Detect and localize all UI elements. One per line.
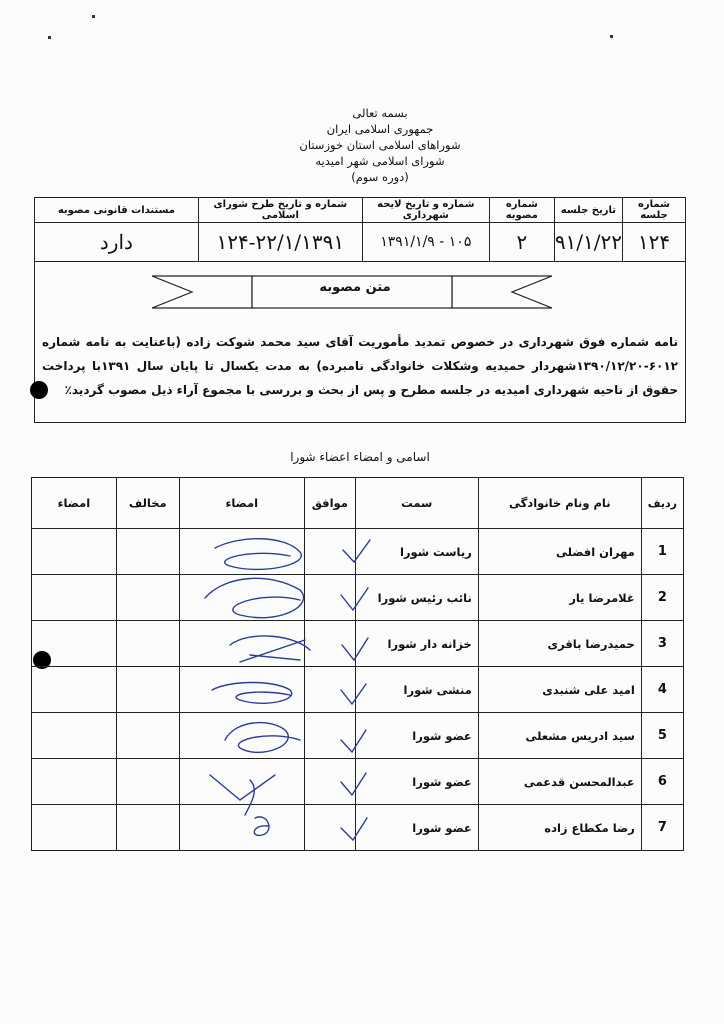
session-number-value: ۱۲۴ <box>623 223 686 262</box>
oppose-signature-cell <box>32 805 117 851</box>
member-row <box>32 575 684 621</box>
member-name: عبدالمحسن قدعمی <box>478 759 641 805</box>
resolution-number-value: ۲ <box>489 223 554 262</box>
approve-cell <box>304 805 355 851</box>
approve-cell <box>304 759 355 805</box>
punch-hole-mark <box>30 381 48 399</box>
council-plan-header: شماره و تاریخ طرح شورای اسلامی <box>198 198 362 223</box>
member-position: منشی شورا <box>355 667 478 713</box>
resolution-title: متن مصوبه <box>319 280 391 295</box>
oppose-cell <box>116 667 179 713</box>
oppose-signature-cell <box>32 759 117 805</box>
members-header-row <box>32 478 684 529</box>
oppose-cell <box>116 759 179 805</box>
member-row <box>32 621 684 667</box>
approve-cell <box>304 667 355 713</box>
member-number: 3 <box>641 621 683 667</box>
member-position: عضو شورا <box>355 805 478 851</box>
member-row <box>32 759 684 805</box>
legal-basis-header: مستندات قانونی مصوبه <box>35 198 199 223</box>
session-date-value: ۹۱/۱/۲۲ <box>554 223 622 262</box>
member-position: خزانه دار شورا <box>355 621 478 667</box>
signature-cell <box>179 529 304 575</box>
member-number: 2 <box>641 575 683 621</box>
header-line: شورای اسلامی شهر امیدیه <box>315 154 445 168</box>
member-position: ریاست شورا <box>355 529 478 575</box>
oppose-signature-cell <box>32 713 117 759</box>
resolution-body-text: نامه شماره فوق شهرداری در خصوص تمدید مأموریت آقای سید محمد شوکت زاده (باعنایت به نامه شماره ۶۰۱۲-۱۳۹۰/۱۲/۲۰شهردار حمیدیه وشکلات خانوادگی نامبرده) به مدت یکسال تا پایان سال ۱۳۹۱با پرداخت حقوق از ناحیه شهرداری امیدیه در جلسه مطرح و پس از بحث و بررسی با مجموع آراء ذیل مصوب گردید٪ <box>42 335 678 397</box>
member-number: 4 <box>641 667 683 713</box>
signature-cell <box>179 805 304 851</box>
approve-cell <box>304 621 355 667</box>
member-name: سید ادریس مشعلی <box>478 713 641 759</box>
member-number: 5 <box>641 713 683 759</box>
session-number-header: شماره جلسه <box>623 198 686 223</box>
oppose-cell <box>116 529 179 575</box>
session-table <box>34 197 686 262</box>
member-row <box>32 667 684 713</box>
signature-cell <box>179 759 304 805</box>
member-row <box>32 805 684 851</box>
position-header: سمت <box>355 478 478 529</box>
oppose-cell <box>116 805 179 851</box>
row-number-header: ردیف <box>641 478 683 529</box>
member-position: نائب رئیس شورا <box>355 575 478 621</box>
member-number: 7 <box>641 805 683 851</box>
member-name: امید علی شنبدی <box>478 667 641 713</box>
full-name-header: نام ونام خانوادگی <box>478 478 641 529</box>
member-name: مهران افضلی <box>478 529 641 575</box>
member-name: حمیدرضا باقری <box>478 621 641 667</box>
member-row <box>32 529 684 575</box>
oppose-signature-cell <box>32 667 117 713</box>
oppose-signature-cell <box>32 529 117 575</box>
session-table-value-row <box>35 223 686 262</box>
oppose-signature-header: امضاء <box>32 478 117 529</box>
resolution-number-header: شماره مصوبه <box>489 198 554 223</box>
header-line: (دوره سوم) <box>351 170 409 184</box>
member-position: عضو شورا <box>355 759 478 805</box>
approve-cell <box>304 713 355 759</box>
signature-cell <box>179 713 304 759</box>
oppose-cell <box>116 713 179 759</box>
member-number: 1 <box>641 529 683 575</box>
member-number: 6 <box>641 759 683 805</box>
members-table <box>31 477 684 851</box>
approve-cell <box>304 529 355 575</box>
members-title: اسامی و امضاء اعضاء شورا <box>290 450 430 464</box>
oppose-header: مخالف <box>116 478 179 529</box>
member-row <box>32 713 684 759</box>
approve-cell <box>304 575 355 621</box>
header-line: جمهوری اسلامی ایران <box>326 122 434 136</box>
session-table-header-row <box>35 198 686 223</box>
member-name: غلامرضا یار <box>478 575 641 621</box>
oppose-cell <box>116 621 179 667</box>
signature-cell <box>179 667 304 713</box>
member-position: عضو شورا <box>355 713 478 759</box>
municipal-bill-value: ۱۰۵ - ۱۳۹۱/۱/۹ <box>362 223 489 262</box>
legal-basis-value: دارد <box>35 223 199 262</box>
member-name: رضا مکطاع زاده <box>478 805 641 851</box>
document-header <box>200 105 560 185</box>
signature-cell <box>179 621 304 667</box>
oppose-signature-cell <box>32 621 117 667</box>
header-line: بسمه تعالی <box>352 106 408 120</box>
approve-signature-header: امضاء <box>179 478 304 529</box>
header-line: شوراهای اسلامی استان خوزستان <box>299 138 461 152</box>
session-date-header: تاریخ جلسه <box>554 198 622 223</box>
oppose-signature-cell <box>32 575 117 621</box>
signature-cell <box>179 575 304 621</box>
council-plan-value: ۱۲۴-۲۲/۱/۱۳۹۱ <box>198 223 362 262</box>
approve-header: موافق <box>304 478 355 529</box>
municipal-bill-header: شماره و تاریخ لایحه شهرداری <box>362 198 489 223</box>
oppose-cell <box>116 575 179 621</box>
